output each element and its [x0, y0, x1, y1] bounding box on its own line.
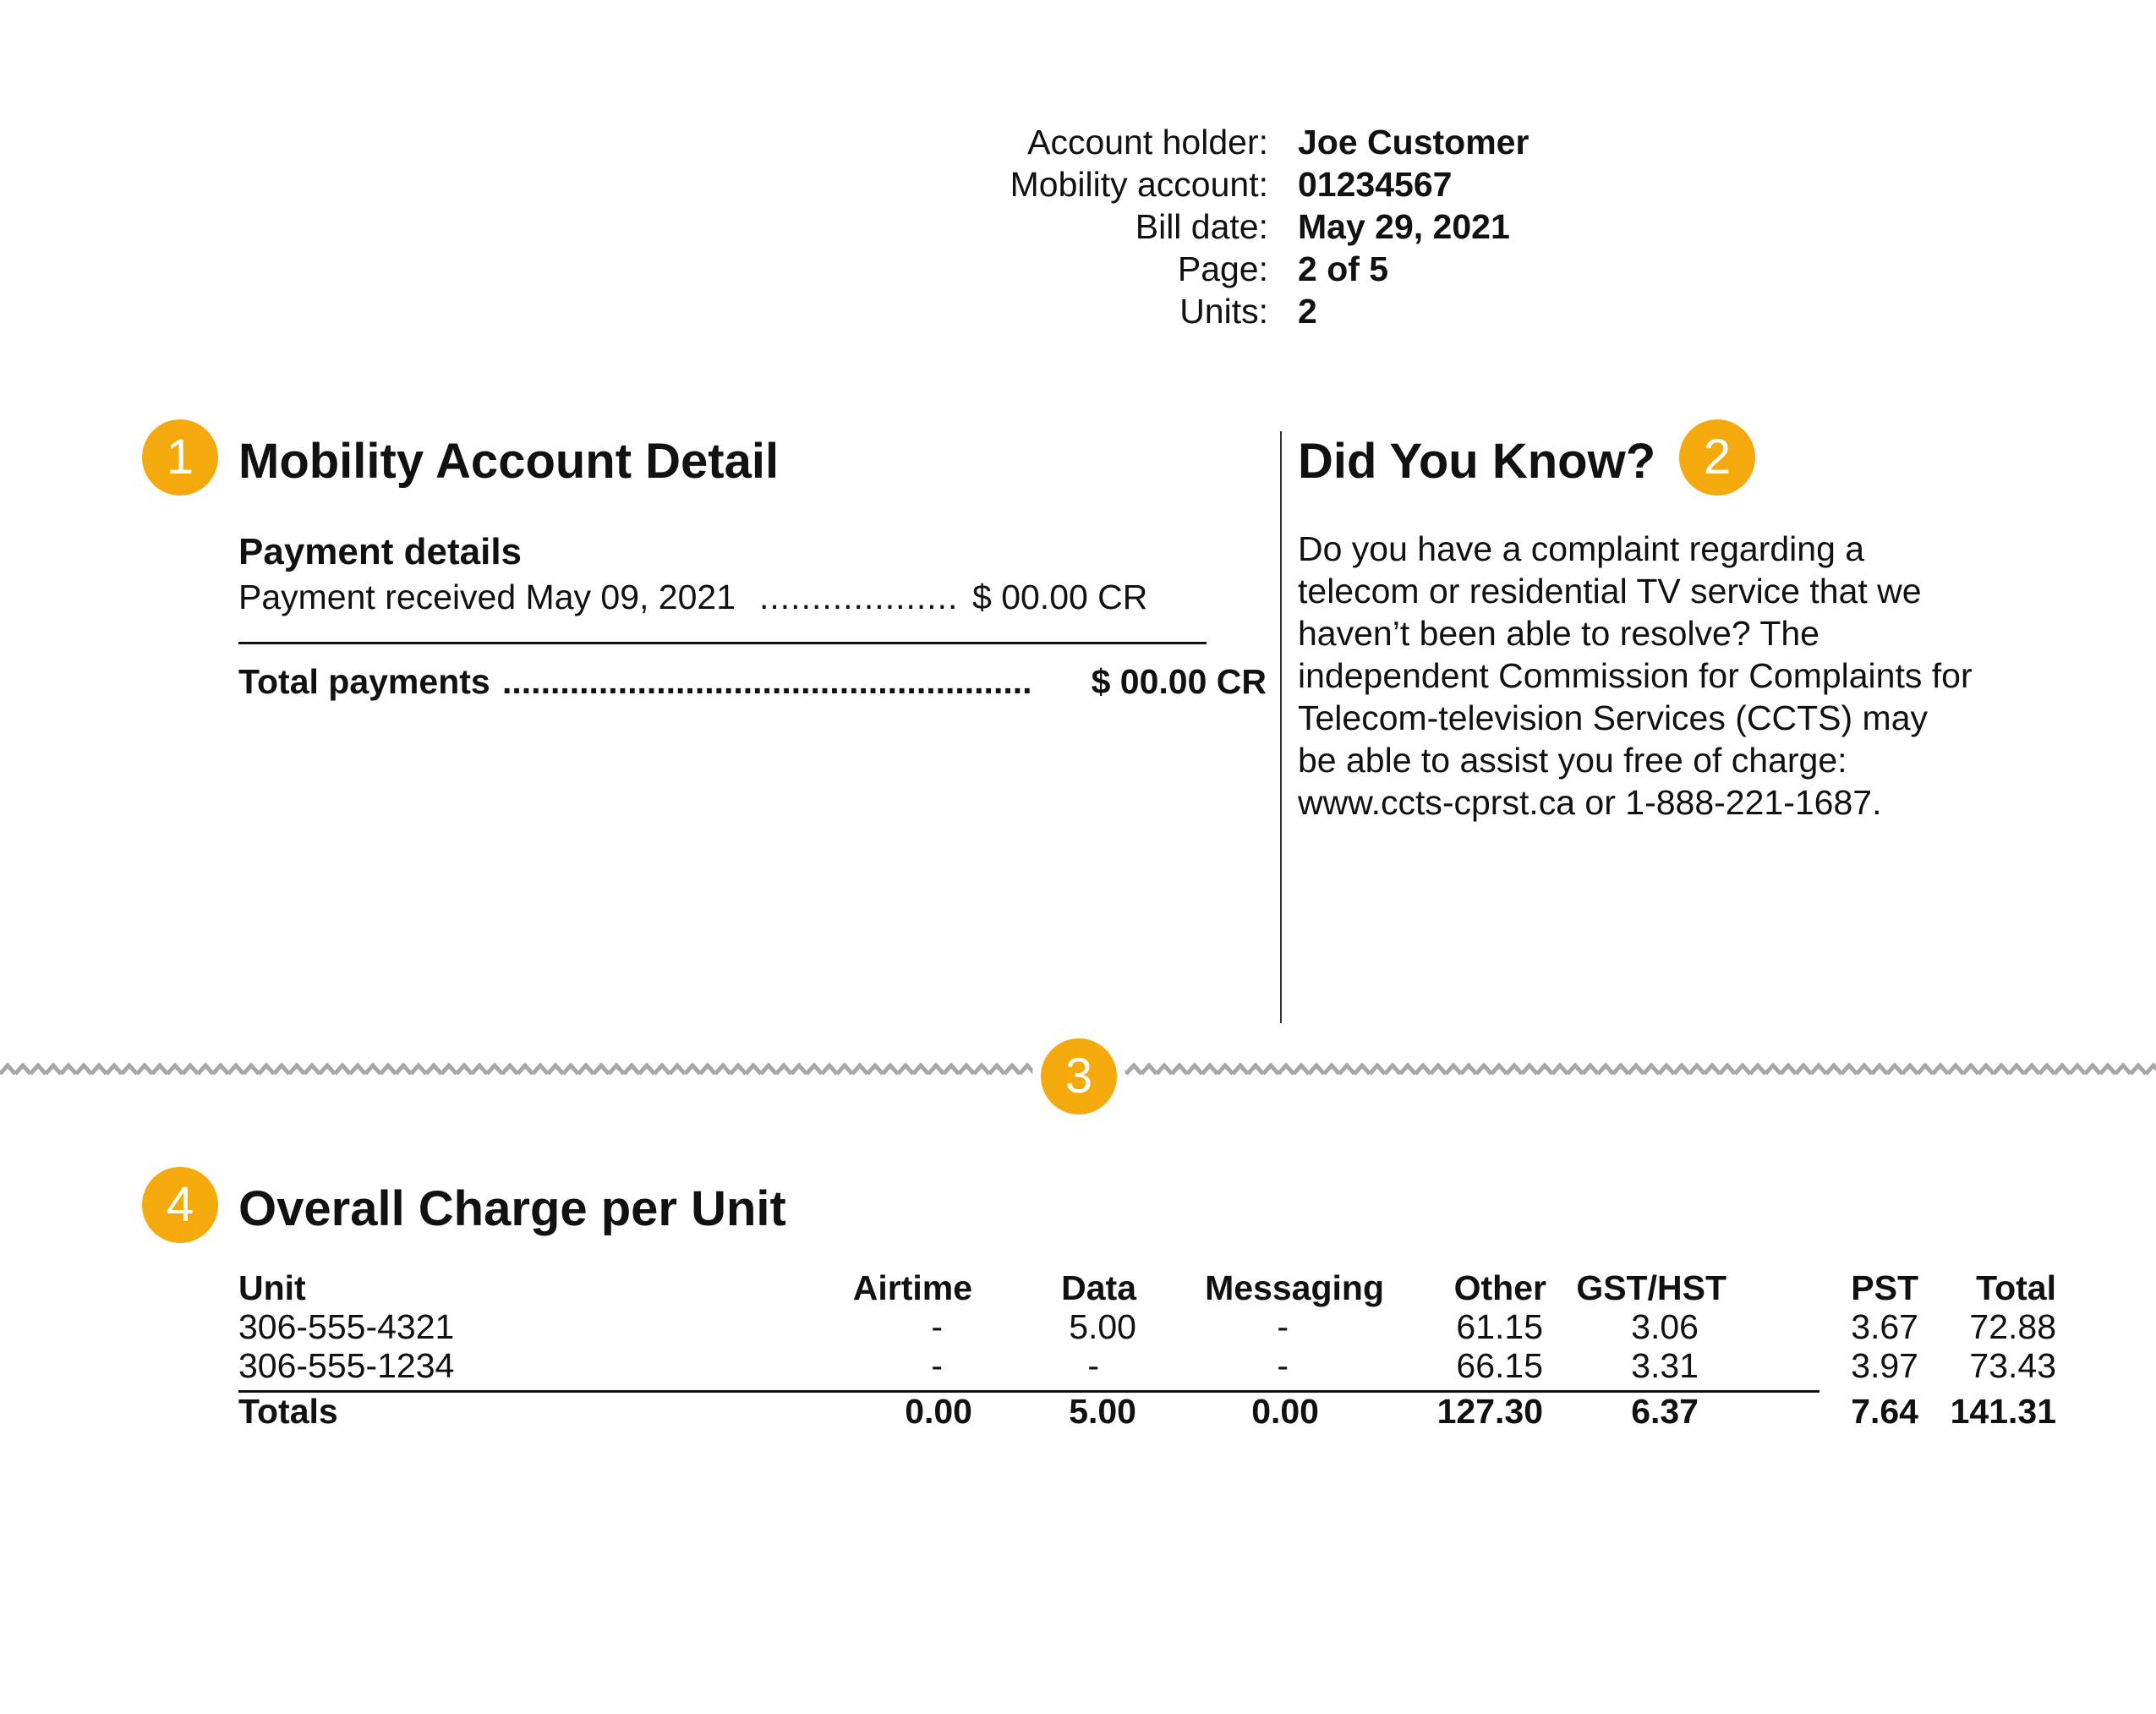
- row-unit: 306-555-4321: [238, 1307, 455, 1346]
- account-holder-row: [845, 121, 1860, 163]
- header-pst: PST: [1851, 1268, 1918, 1307]
- account-holder-label: Account holder:: [1027, 123, 1268, 162]
- row-unit: 306-555-1234: [238, 1346, 455, 1385]
- row-messaging: -: [1277, 1307, 1289, 1346]
- marker-badge-4: 4: [142, 1167, 218, 1243]
- row-pst: 3.97: [1851, 1346, 1918, 1385]
- row-data: 5.00: [1069, 1307, 1136, 1346]
- mobility-account-detail-title: Mobility Account Detail: [238, 434, 780, 489]
- header-other: Other: [1453, 1268, 1546, 1307]
- totals-other: 127.30: [1436, 1392, 1543, 1431]
- totals-gst-hst: 6.37: [1631, 1392, 1699, 1431]
- total-payments-label: Total payments: [238, 662, 490, 701]
- row-pst: 3.67: [1851, 1307, 1918, 1346]
- page-label: Page:: [1177, 249, 1268, 288]
- mobility-account-value: 01234567: [1298, 165, 1453, 204]
- row-gst-hst: 3.06: [1631, 1307, 1699, 1346]
- row-airtime: -: [931, 1307, 943, 1346]
- row-data: -: [1087, 1346, 1099, 1385]
- header-data: Data: [1061, 1268, 1136, 1307]
- payment-details-heading: Payment details: [238, 531, 523, 572]
- overall-charge-title: Overall Charge per Unit: [238, 1181, 786, 1236]
- payment-received-line: Payment received May 09, 2021: [238, 578, 736, 616]
- bill-date-value: May 29, 2021: [1298, 207, 1510, 246]
- column-divider: [1280, 431, 1282, 1023]
- row-airtime: -: [931, 1346, 943, 1385]
- table-row: [238, 1307, 2056, 1346]
- totals-data: 5.00: [1069, 1392, 1136, 1431]
- units-label: Units:: [1179, 292, 1268, 331]
- header-total: Total: [1976, 1268, 2056, 1307]
- mobility-account-label: Mobility account:: [1010, 165, 1268, 204]
- page-value: 2 of 5: [1298, 249, 1389, 288]
- marker-badge-2: 2: [1679, 419, 1755, 496]
- bill-date-label: Bill date:: [1135, 207, 1268, 246]
- units-row: [845, 290, 1860, 332]
- row-total: 72.88: [1969, 1307, 2056, 1346]
- marker-badge-1: 1: [142, 419, 218, 496]
- header-messaging: Messaging: [1205, 1268, 1384, 1307]
- row-total: 73.43: [1969, 1346, 2056, 1385]
- total-payments-leader-dots: .......................................................: [502, 662, 1032, 701]
- totals-airtime: 0.00: [905, 1392, 972, 1431]
- table-row: [238, 1346, 2056, 1385]
- totals-pst: 7.64: [1851, 1392, 1918, 1431]
- payment-received-amount: $ 00.00 CR: [972, 578, 1148, 616]
- row-other: 61.15: [1456, 1307, 1543, 1346]
- bill-date-row: [845, 205, 1860, 248]
- totals-label: Totals: [238, 1392, 338, 1431]
- row-other: 66.15: [1456, 1346, 1543, 1385]
- totals-row: [238, 1392, 2056, 1431]
- payment-divider: [238, 642, 1207, 644]
- header-unit: Unit: [238, 1268, 306, 1307]
- header-airtime: Airtime: [852, 1268, 972, 1307]
- did-you-know-title: Did You Know?: [1298, 434, 1656, 489]
- row-gst-hst: 3.31: [1631, 1346, 1699, 1385]
- marker-badge-3: 3: [1041, 1038, 1117, 1114]
- row-messaging: -: [1277, 1346, 1289, 1385]
- mobility-account-row: [845, 163, 1860, 205]
- page-row: [845, 248, 1860, 290]
- header-gst-hst: GST/HST: [1576, 1268, 1726, 1307]
- payment-leader-dots: ...................: [759, 578, 959, 616]
- did-you-know-body: Do you have a complaint regarding a telecom or residential TV service that we haven’t been able to resolve? The independent Commission for Complaints for Telecom-television Services (CCTS) may be able to assist you free of charge: www.ccts-cprst.ca or 1-888-221-1687.: [1298, 529, 1973, 822]
- totals-total: 141.31: [1950, 1392, 2056, 1431]
- total-payments-amount: $ 00.00 CR: [1091, 662, 1267, 701]
- table-header-row: [238, 1268, 2056, 1307]
- totals-messaging: 0.00: [1251, 1392, 1319, 1431]
- account-holder-value: Joe Customer: [1298, 123, 1529, 162]
- units-value: 2: [1298, 292, 1317, 331]
